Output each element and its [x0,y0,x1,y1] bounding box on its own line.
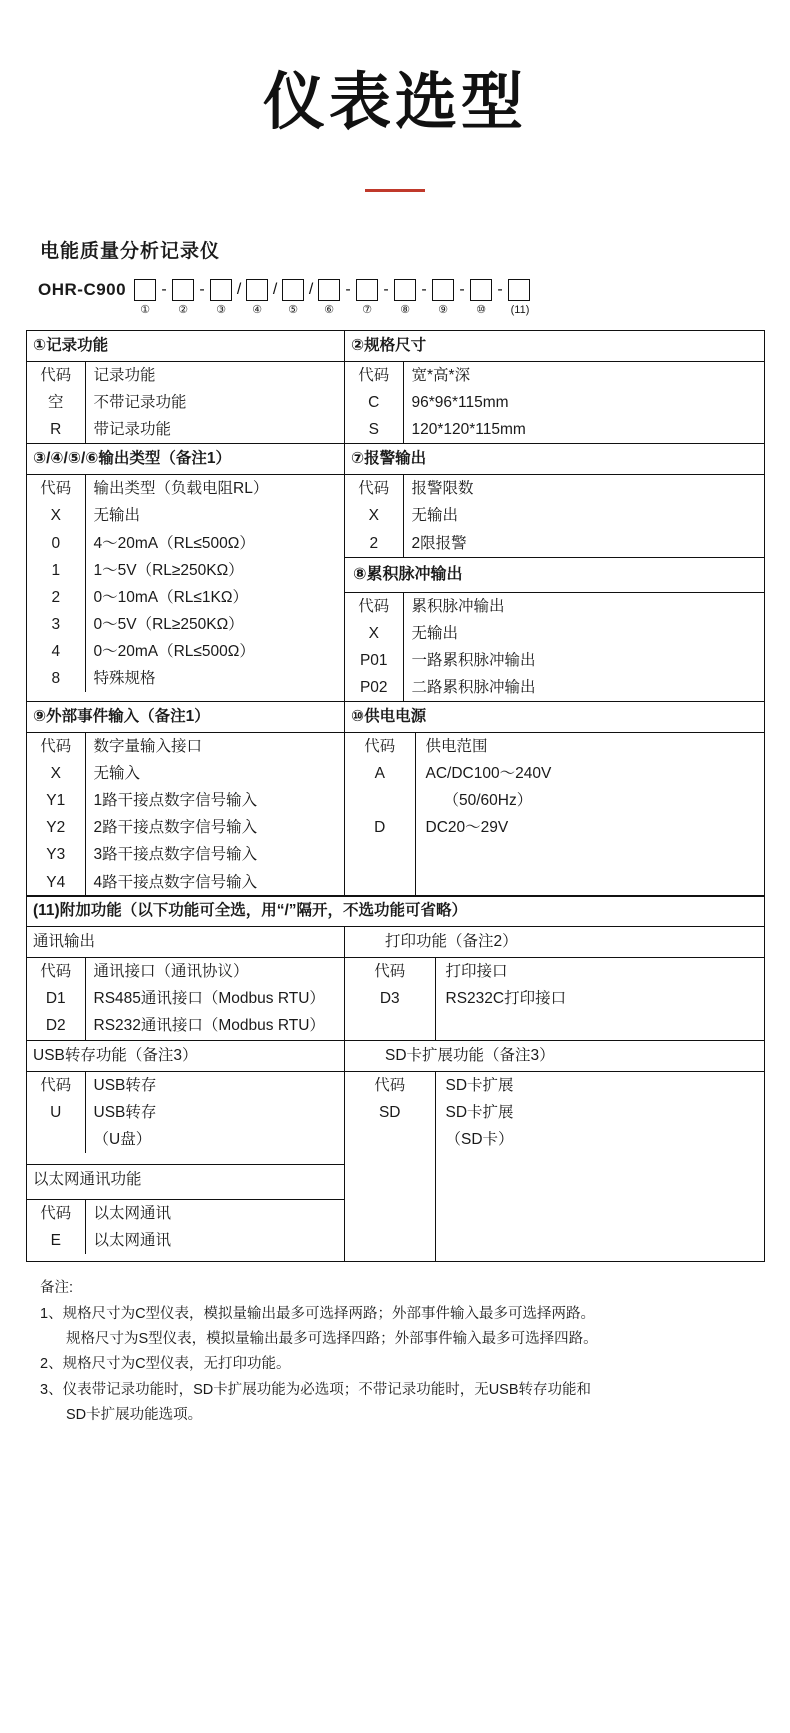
section-9-row-3-desc: 3路干接点数字信号输入 [93,846,258,864]
section-8-col-code: 代码 [345,592,403,620]
comm-row-0-desc: RS485通讯接口（Modbus RTU） [93,990,325,1008]
section-9-col-code: 代码 [27,733,85,760]
section-9-row-4-desc: 4路干接点数字信号输入 [93,873,258,891]
table-row [27,787,344,814]
comm-col-code: 代码 [27,958,85,985]
table-row [27,702,765,733]
table-row [27,475,765,702]
model-code-builder [38,279,790,316]
spec-table-main [26,330,765,897]
eth-row-0-code: E [27,1227,85,1254]
section-3456-col-code: 代码 [27,475,85,502]
table-row [345,1072,764,1099]
section-9-col-desc: 数字量输入接口 [93,738,203,756]
note-item-3: 2、规格尺寸为C型仪表，无打印功能。 [40,1356,291,1373]
print-body [345,958,765,1040]
table-row [345,620,764,647]
table-row [345,1126,764,1153]
model-box-7[interactable] [356,279,378,301]
model-index-6: ⑥ [324,304,334,316]
print-col-desc: 打印接口 [445,963,508,981]
table-row [345,733,764,760]
table-row [345,1234,764,1261]
table-row [27,1126,344,1153]
model-box-6[interactable] [318,279,340,301]
table-row [345,1180,764,1207]
model-index-10: ⑩ [476,304,486,316]
model-index-2: ② [178,304,188,316]
table-row [27,530,344,557]
model-box-5[interactable] [282,279,304,301]
table-row [27,1072,344,1099]
section-3456-row-0-code: X [27,502,85,529]
model-box-10[interactable] [470,279,492,301]
usb-row-0-desc: USB转存 [93,1103,157,1121]
usb-col-desc: USB转存 [93,1076,157,1094]
model-index-9: ⑨ [438,304,448,316]
section-2-body [345,362,765,444]
table-row [345,869,764,896]
section-2-row-1-desc: 120*120*115mm [411,421,526,439]
table-row [27,638,344,665]
section-3456-row-3-desc: 0～10mA（RL≤1KΩ） [93,588,248,606]
section-3456-header: ③/④/⑤/⑥输出类型（备注1） [27,444,345,475]
table-row [27,985,344,1012]
table-row [27,665,344,692]
note-item-1: 1、规格尺寸为C型仪表，模拟量输出最多可选择两路；外部事件输入最多可选择两路。 [40,1305,596,1322]
section-9-row-0-code: X [27,760,85,787]
table-row [345,841,764,868]
section-1-col-code: 代码 [27,362,85,389]
section-3456-row-0-desc: 无输出 [93,507,141,525]
table-row [27,958,765,1040]
section-2-col-desc: 宽*高*深 [411,367,471,385]
table-row [345,985,764,1012]
section-7-row-0-code: X [345,502,403,529]
section-7-row-1-code: 2 [345,530,403,558]
model-index-1: ① [140,304,150,316]
product-name: 电能质量分析记录仪 [40,241,221,262]
model-index-row [38,303,790,316]
section-2-row-0-code: C [345,389,403,416]
section-3456-row-4-code: 3 [27,611,85,638]
section-9-row-3-code: Y3 [27,841,85,868]
section-1-row-1-desc: 带记录功能 [93,421,172,439]
section-3456-row-5-code: 4 [27,638,85,665]
section-1-body [27,362,345,444]
sd-title: SD卡扩展功能（备注3） [345,1040,765,1071]
section-8-row-2-code: P02 [345,674,403,701]
section-10-col-code: 代码 [345,733,415,760]
section-7-col-code: 代码 [345,475,403,502]
sd-col-code: 代码 [345,1072,435,1099]
model-index-7: ⑦ [362,304,372,316]
section-9-row-1-desc: 1路干接点数字信号输入 [93,792,258,810]
section-1-row-0-code: 空 [27,389,85,416]
model-box-1[interactable] [134,279,156,301]
sd-row-1-code [345,1126,435,1153]
notes-block [40,1276,760,1428]
table-row [27,1040,765,1071]
section-9-row-1-code: Y1 [27,787,85,814]
table-row [345,787,764,814]
table-row [27,1012,344,1039]
table-row [27,1200,344,1227]
section-10-row-1-code [345,787,415,814]
note-item-5: SD卡扩展功能选项。 [66,1407,203,1424]
section-3456-row-6-desc: 特殊规格 [93,670,156,688]
section-1-row-0-desc: 不带记录功能 [93,394,187,412]
section-10-col-desc: 供电范围 [425,738,488,756]
section-3456-row-2-desc: 1～5V（RL≥250KΩ） [93,561,244,579]
section-7-col-desc: 报警限数 [411,480,474,498]
title-divider [365,189,425,192]
model-box-11[interactable] [508,279,530,301]
section-8-row-0-code: X [345,620,403,647]
section-3456-row-2-code: 1 [27,557,85,584]
table-row [27,475,344,502]
model-code-row [38,279,790,301]
table-row [345,416,764,443]
model-index-11: (11) [510,303,530,316]
section-3456-body [27,475,345,702]
print-col-code: 代码 [345,958,435,985]
comm-row-1-code: D2 [27,1012,85,1039]
table-row [27,444,765,475]
section-3456-col-desc: 输出类型（负载电阻RL） [93,480,269,498]
page-title: 仪表选型 [262,68,527,137]
section-1-row-1-code: R [27,416,85,443]
table-row [345,362,764,389]
model-sep-1: - [161,281,167,298]
section-3456-row-6-code: 8 [27,665,85,692]
usb-row-1-code [27,1126,85,1153]
section-3456-row-1-code: 0 [27,530,85,557]
section-7-row-1-desc: 2限报警 [403,530,764,558]
section-7-8-body [345,475,765,702]
comm-row-0-code: D1 [27,985,85,1012]
sd-row-0-desc: SD卡扩展 [445,1103,514,1121]
table-row [345,502,764,529]
model-box-3[interactable] [210,279,232,301]
section-9-header: ⑨外部事件输入（备注1） [27,702,345,733]
usb-row-1-desc: （U盘） [93,1130,152,1148]
section-7-row-0-desc: 无输出 [411,507,459,525]
section-8-row-2-desc: 二路累积脉冲输出 [411,678,536,696]
table-row [27,733,765,897]
table-row [27,760,344,787]
model-index-5: ⑤ [288,304,298,316]
table-row [345,674,764,701]
table-row [345,475,764,502]
table-row [27,958,344,985]
model-sep-9: - [459,281,465,298]
section-8-row-1-desc: 一路累积脉冲输出 [411,651,536,669]
model-box-8[interactable] [394,279,416,301]
table-row [27,362,765,444]
section-11-header: (11)附加功能（以下功能可全选，用“/”隔开，不选功能可省略） [27,896,765,927]
sd-row-0-code: SD [345,1099,435,1126]
model-index-3: ③ [216,304,226,316]
section-2-header: ②规格尺寸 [345,331,765,362]
spec-table-additional [26,895,765,1262]
model-sep-7: - [383,281,389,298]
model-sep-6: - [345,281,351,298]
table-row [27,733,344,760]
table-row [27,584,344,611]
section-8-row-0-desc: 无输出 [411,624,459,642]
model-box-4[interactable] [246,279,268,301]
table-row [27,502,344,529]
section-1-header: ①记录功能 [27,331,345,362]
model-sep-5: / [308,281,314,298]
model-sep-4: / [272,281,278,298]
table-row [345,1012,764,1039]
table-row [345,958,764,985]
table-row [345,647,764,674]
section-10-row-2-code: D [345,814,415,841]
section-8-row-1-code: P01 [345,647,403,674]
table-row [27,896,765,927]
table-row [345,1153,764,1180]
table-row [345,557,764,592]
section-1-col-desc: 记录功能 [93,367,156,385]
model-box-9[interactable] [432,279,454,301]
table-row [345,1207,764,1234]
table-row [27,389,344,416]
section-2-col-code: 代码 [345,362,403,389]
eth-body [27,1199,345,1262]
section-9-row-2-code: Y2 [27,814,85,841]
eth-col-desc: 以太网通讯 [93,1204,172,1222]
model-box-2[interactable] [172,279,194,301]
section-9-row-0-desc: 无输入 [93,765,141,783]
table-row [345,389,764,416]
usb-body [27,1071,345,1164]
section-2-row-0-desc: 96*96*115mm [411,394,509,412]
note-item-4: 3、仪表带记录功能时，SD卡扩展功能为必选项；不带记录功能时，无USB转存功能和 [40,1381,592,1398]
usb-row-0-code: U [27,1099,85,1126]
section-10-row-2-desc: DC20～29V [425,819,509,837]
section-9-row-4-code: Y4 [27,869,85,896]
section-10-row-0-code: A [345,760,415,787]
table-row [27,1099,344,1126]
usb-col-code: 代码 [27,1072,85,1099]
sd-col-desc: SD卡扩展 [445,1076,514,1094]
comm-row-1-desc: RS232通讯接口（Modbus RTU） [93,1017,325,1035]
model-sep-10: - [497,281,503,298]
table-row [27,814,344,841]
table-row [27,1227,344,1254]
table-row [27,869,344,896]
section-3456-row-5-desc: 0～20mA（RL≤500Ω） [93,643,255,661]
section-8-header: ⑧累积脉冲输出 [345,557,764,592]
table-row [27,927,765,958]
model-sep-8: - [421,281,427,298]
print-row-0-desc: RS232C打印接口 [445,990,567,1008]
section-10-row-0-desc: AC/DC100～240V [425,765,552,783]
sd-body [345,1071,765,1262]
print-row-0-code: D3 [345,985,435,1012]
model-sep-3: / [236,281,242,298]
table-row [27,362,344,389]
section-8-col-desc: 累积脉冲输出 [411,597,505,615]
section-3456-row-1-desc: 4～20mA（RL≤500Ω） [93,534,255,552]
eth-col-code: 代码 [27,1200,85,1227]
table-row [27,1071,765,1164]
section-9-row-2-desc: 2路干接点数字信号输入 [93,819,258,837]
model-prefix: OHR-C900 [38,280,127,299]
comm-body [27,958,345,1040]
notes-title: 备注: [40,1280,74,1297]
eth-row-0-desc: 以太网通讯 [93,1231,172,1249]
table-row [345,1099,764,1126]
table-row [27,557,344,584]
comm-title: 通讯输出 [27,927,345,958]
section-9-body [27,733,345,897]
section-3456-row-3-code: 2 [27,584,85,611]
table-row [345,814,764,841]
usb-title: USB转存功能（备注3） [27,1040,345,1071]
section-3456-row-4-desc: 0～5V（RL≥250KΩ） [93,615,244,633]
eth-title: 以太网通讯功能 [27,1164,345,1199]
section-2-row-1-code: S [345,416,403,443]
model-index-4: ④ [252,304,262,316]
model-sep-2: - [199,281,205,298]
model-index-8: ⑧ [400,304,410,316]
table-row [345,530,764,558]
section-10-body [345,733,765,897]
print-title: 打印功能（备注2） [345,927,765,958]
section-10-row-1-desc: （50/60Hz） [443,792,533,810]
table-row [27,331,765,362]
comm-col-desc: 通讯接口（通讯协议） [93,963,249,981]
section-10-header: ⑩供电电源 [345,702,765,733]
sd-row-1-desc: （SD卡） [445,1130,514,1148]
table-row [345,760,764,787]
table-row [27,416,344,443]
section-7-header: ⑦报警输出 [345,444,765,475]
table-row [27,611,344,638]
note-item-2: 规格尺寸为S型仪表，模拟量输出最多可选择四路；外部事件输入最多可选择四路。 [66,1331,598,1348]
table-row [27,841,344,868]
table-row [345,592,764,620]
